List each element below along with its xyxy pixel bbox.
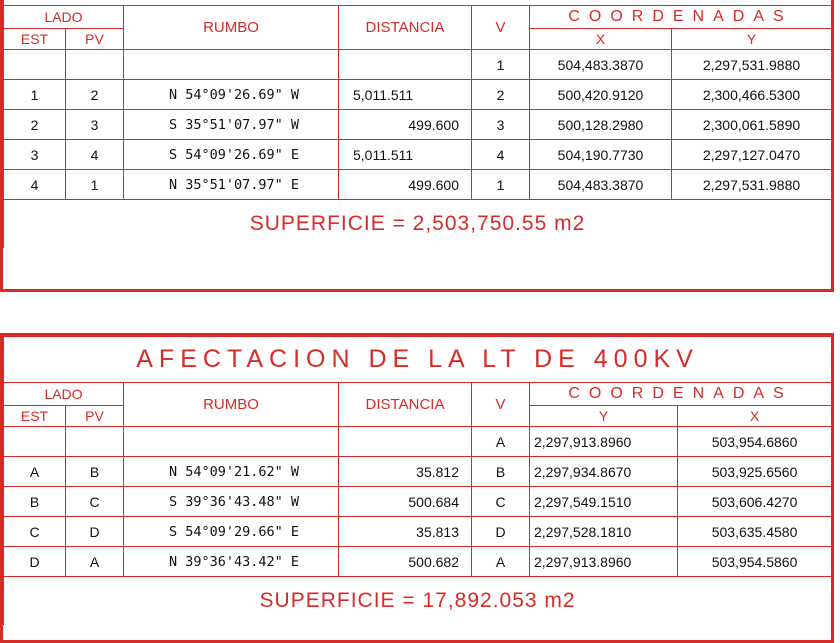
- header-est: EST: [4, 406, 66, 427]
- cell-y: 2,300,466.5300: [672, 80, 832, 110]
- cell-rumbo: N 35°51'07.97" E: [124, 170, 339, 200]
- cell-v: C: [472, 487, 530, 517]
- cell-rumbo: N 54°09'21.62" W: [124, 457, 339, 487]
- table-2-grid: [3, 336, 832, 625]
- cell-x: 503,954.6860: [678, 427, 832, 457]
- cell-v: 1: [472, 50, 530, 80]
- cell-x: 500,128.2980: [530, 110, 672, 140]
- cell-v: A: [472, 427, 530, 457]
- header-v: V: [472, 383, 530, 427]
- cell-est: 2: [4, 110, 66, 140]
- cell-x: 503,954.5860: [678, 547, 832, 577]
- table-row: [4, 427, 832, 457]
- cell-rumbo: S 39°36'43.48" W: [124, 487, 339, 517]
- cell-distancia: 499.600: [339, 170, 472, 200]
- table-1-grid: [3, 0, 832, 248]
- table-row: [4, 517, 832, 547]
- cell-y: 2,297,528.1810: [530, 517, 678, 547]
- header-col-a: X: [530, 29, 672, 50]
- cell-est: A: [4, 457, 66, 487]
- header-lado: LADO: [4, 383, 124, 406]
- cell-est: D: [4, 547, 66, 577]
- cell-distancia: 35.812: [339, 457, 472, 487]
- cell-est: 3: [4, 140, 66, 170]
- header-v: V: [472, 6, 530, 50]
- table-row: [4, 50, 832, 80]
- cell-distancia: 5,011.511: [339, 80, 472, 110]
- cell-rumbo: S 54°09'26.69" E: [124, 140, 339, 170]
- cell-v: 2: [472, 80, 530, 110]
- coordinates-table-2: [0, 333, 834, 643]
- table-row: [4, 140, 832, 170]
- cell-x: 503,635.4580: [678, 517, 832, 547]
- header-coordenadas: COORDENADAS: [530, 383, 832, 406]
- cell-x: 504,483.3870: [530, 170, 672, 200]
- header-distancia: DISTANCIA: [339, 6, 472, 50]
- cell-pv: A: [66, 547, 124, 577]
- cell-v: 4: [472, 140, 530, 170]
- cell-x: 504,483.3870: [530, 50, 672, 80]
- cell-v: D: [472, 517, 530, 547]
- cell-rumbo: S 35°51'07.97" W: [124, 110, 339, 140]
- header-est: EST: [4, 29, 66, 50]
- cell-y: 2,297,127.0470: [672, 140, 832, 170]
- cell-distancia: 499.600: [339, 110, 472, 140]
- cell-pv: 2: [66, 80, 124, 110]
- cell-rumbo: S 54°09'29.66" E: [124, 517, 339, 547]
- cell-pv: 4: [66, 140, 124, 170]
- cell-x: 503,925.6560: [678, 457, 832, 487]
- header-lado: LADO: [4, 6, 124, 29]
- cell-est: B: [4, 487, 66, 517]
- cell-y: 2,297,531.9880: [672, 170, 832, 200]
- superficie-total: SUPERFICIE = 2,503,750.55 m2: [4, 200, 832, 249]
- cell-x: 500,420.9120: [530, 80, 672, 110]
- header-col-b: Y: [672, 29, 832, 50]
- cell-pv: D: [66, 517, 124, 547]
- cell-pv: 3: [66, 110, 124, 140]
- table-row: [4, 110, 832, 140]
- header-rumbo: RUMBO: [124, 6, 339, 50]
- cell-y: 2,297,531.9880: [672, 50, 832, 80]
- table-row: [4, 547, 832, 577]
- cell-est: 1: [4, 80, 66, 110]
- cell-pv: 1: [66, 170, 124, 200]
- cell-est: 4: [4, 170, 66, 200]
- table-title: AFECTACION DE LA LT DE 400KV: [4, 337, 832, 383]
- table-row: [4, 487, 832, 517]
- table-row: [4, 457, 832, 487]
- header-pv: PV: [66, 406, 124, 427]
- superficie-total: SUPERFICIE = 17,892.053 m2: [4, 577, 832, 626]
- cell-rumbo: N 39°36'43.42" E: [124, 547, 339, 577]
- table-row: [4, 80, 832, 110]
- cell-y: 2,297,549.1510: [530, 487, 678, 517]
- cell-distancia: 35.813: [339, 517, 472, 547]
- cell-x: 503,606.4270: [678, 487, 832, 517]
- cell-y: 2,300,061.5890: [672, 110, 832, 140]
- cell-y: 2,297,934.8670: [530, 457, 678, 487]
- cell-v: 1: [472, 170, 530, 200]
- header-col-b: X: [678, 406, 832, 427]
- cell-pv: C: [66, 487, 124, 517]
- cell-v: 3: [472, 110, 530, 140]
- header-distancia: DISTANCIA: [339, 383, 472, 427]
- cell-distancia: 5,011.511: [339, 140, 472, 170]
- header-coordenadas: COORDENADAS: [530, 6, 832, 29]
- table-row: [4, 170, 832, 200]
- header-pv: PV: [66, 29, 124, 50]
- cell-est: C: [4, 517, 66, 547]
- header-col-a: Y: [530, 406, 678, 427]
- cell-rumbo: N 54°09'26.69" W: [124, 80, 339, 110]
- cell-y: 2,297,913.8960: [530, 547, 678, 577]
- cell-distancia: 500.682: [339, 547, 472, 577]
- cell-x: 504,190.7730: [530, 140, 672, 170]
- header-rumbo: RUMBO: [124, 383, 339, 427]
- coordinates-table-1: [0, 0, 834, 292]
- cell-distancia: 500.684: [339, 487, 472, 517]
- cell-v: B: [472, 457, 530, 487]
- cell-v: A: [472, 547, 530, 577]
- cell-pv: B: [66, 457, 124, 487]
- cell-y: 2,297,913.8960: [530, 427, 678, 457]
